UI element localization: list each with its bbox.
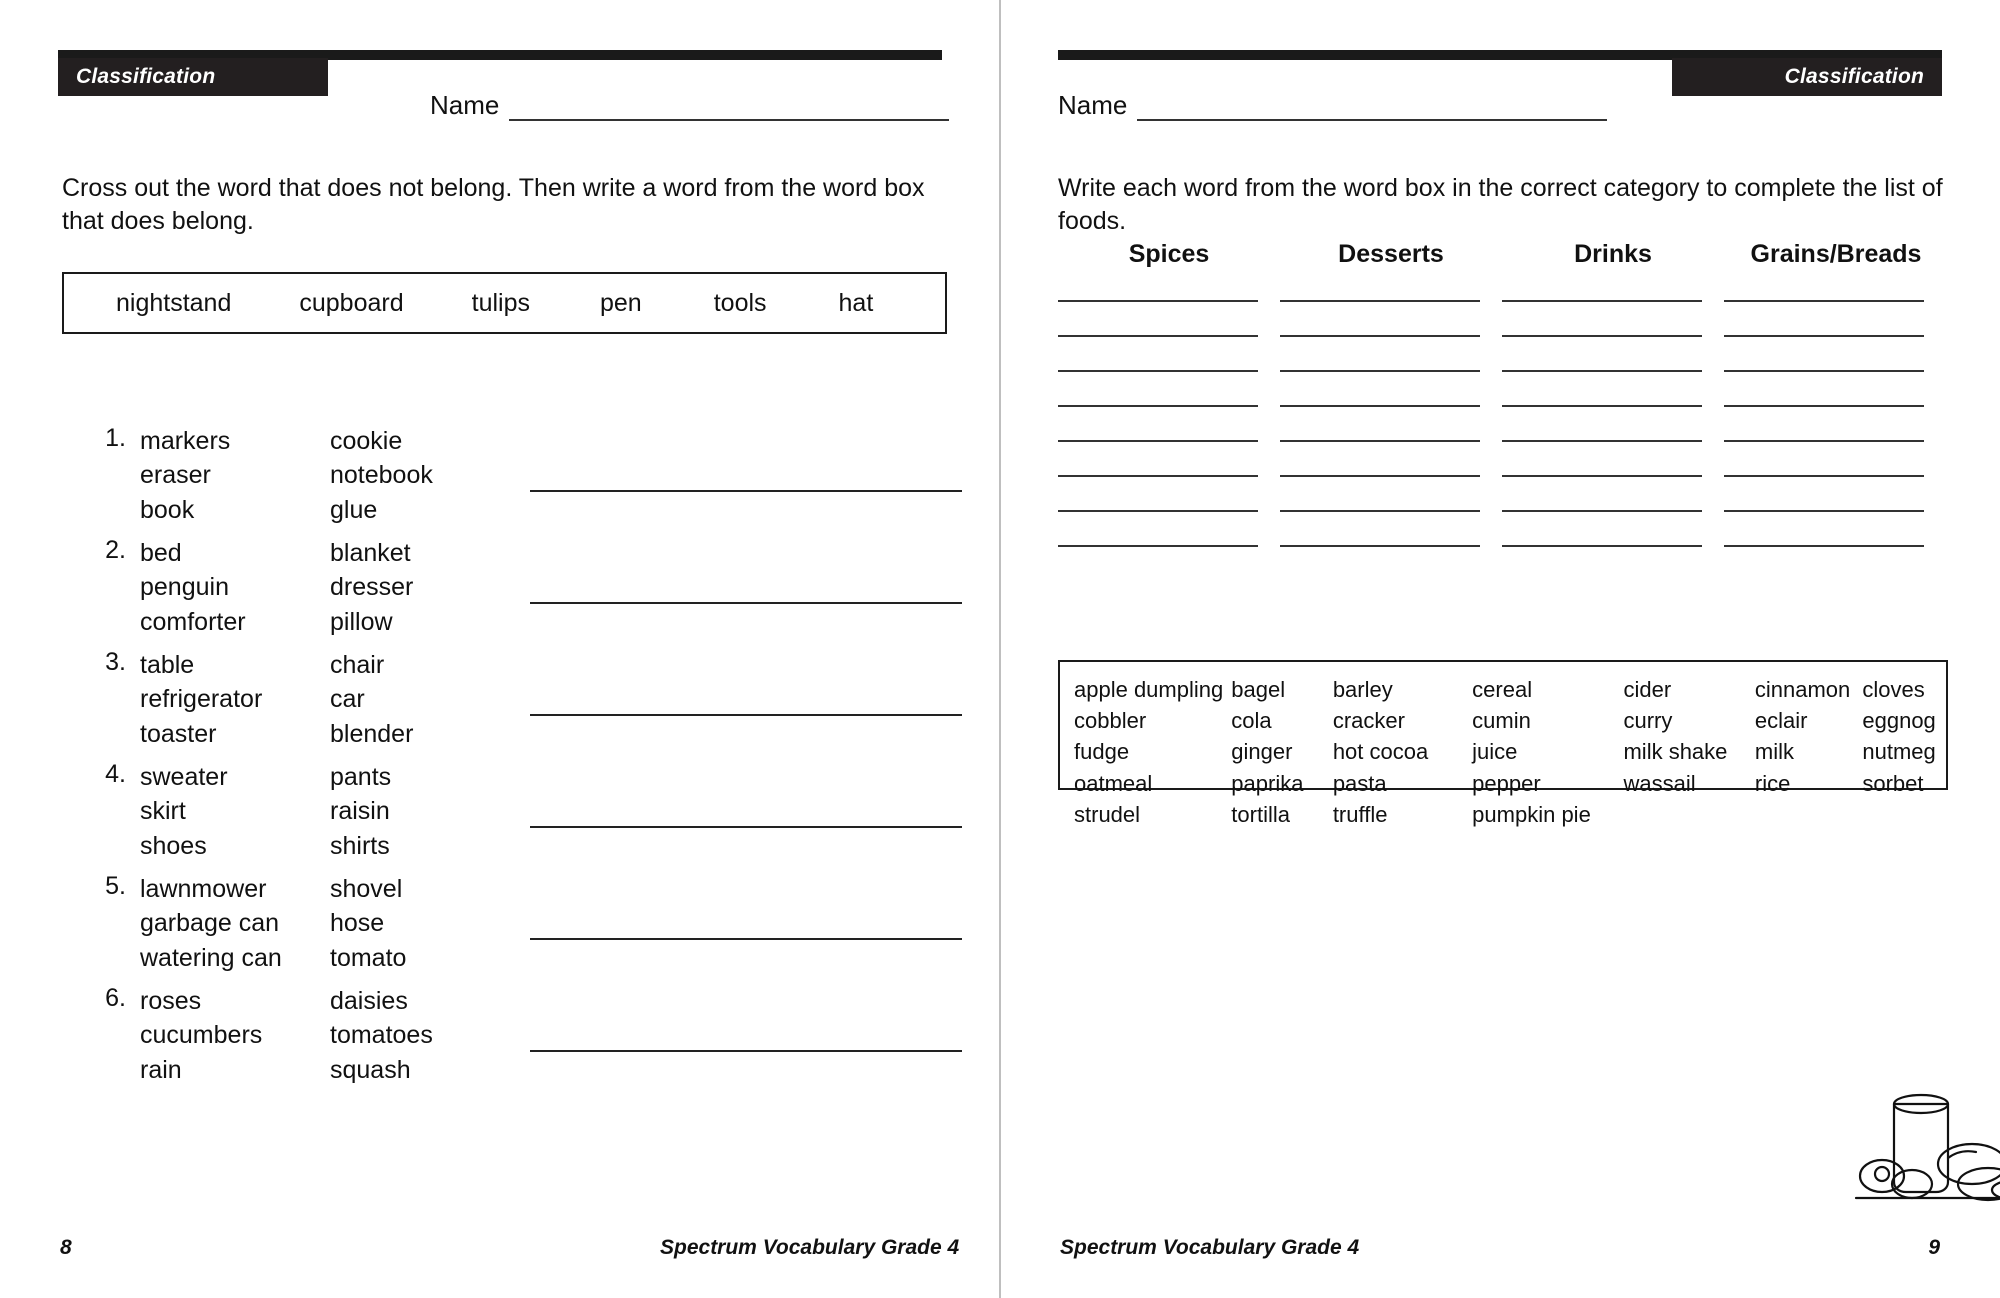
word-box-word: apple dumpling bbox=[1074, 677, 1224, 702]
category-header-desserts: Desserts bbox=[1338, 240, 1444, 268]
choice-word[interactable]: chair bbox=[330, 651, 385, 679]
word-box-word: fudge bbox=[1074, 739, 1130, 765]
answer-line[interactable] bbox=[1502, 300, 1702, 302]
answer-line[interactable] bbox=[1502, 545, 1702, 547]
word-box-word: hat bbox=[838, 288, 874, 317]
right-header-tab-label: Classification bbox=[1784, 65, 1924, 88]
word-box-word: cumin bbox=[1472, 708, 1531, 734]
choice-word[interactable]: watering can bbox=[140, 943, 282, 972]
answer-line[interactable] bbox=[1724, 370, 1924, 372]
food-illustration bbox=[1820, 760, 2000, 1230]
item-column-a bbox=[140, 424, 330, 527]
choice-word[interactable]: table bbox=[140, 651, 195, 679]
answer-line[interactable] bbox=[1724, 335, 1924, 337]
word-box-column bbox=[1754, 674, 1863, 796]
answer-line[interactable] bbox=[1058, 510, 1258, 512]
answer-line[interactable] bbox=[530, 490, 962, 492]
exercise-item bbox=[88, 760, 968, 872]
answer-line[interactable] bbox=[1724, 300, 1924, 302]
right-header-tab bbox=[1672, 58, 1942, 96]
word-box-word: bagel bbox=[1231, 677, 1286, 702]
left-header-tab bbox=[58, 58, 328, 96]
left-word-box bbox=[62, 272, 947, 334]
answer-column-spices bbox=[1058, 300, 1280, 580]
answer-line[interactable] bbox=[1058, 475, 1258, 477]
answer-line[interactable] bbox=[1502, 475, 1702, 477]
choice-word[interactable]: squash bbox=[330, 1055, 411, 1084]
word-box-word: tortilla bbox=[1231, 801, 1290, 827]
item-column-b bbox=[330, 536, 520, 639]
choice-word[interactable]: blanket bbox=[330, 539, 411, 567]
answer-line[interactable] bbox=[530, 714, 962, 716]
choice-word[interactable]: hose bbox=[330, 909, 385, 938]
item-column-b bbox=[330, 760, 520, 863]
word-box-word: strudel bbox=[1074, 801, 1141, 827]
left-instructions: Cross out the word that does not belong. Then write a word from the word box that does belong. bbox=[62, 174, 925, 235]
answer-line[interactable] bbox=[1502, 370, 1702, 372]
exercise-item bbox=[88, 536, 968, 648]
exercise-item bbox=[88, 648, 968, 760]
choice-word[interactable]: roses bbox=[140, 987, 202, 1015]
choice-word[interactable]: eraser bbox=[140, 461, 211, 490]
exercise-item bbox=[88, 872, 968, 984]
answer-line[interactable] bbox=[530, 1050, 962, 1052]
item-column-a bbox=[140, 536, 330, 639]
choice-word[interactable]: notebook bbox=[330, 461, 433, 490]
answer-line[interactable] bbox=[1058, 335, 1258, 337]
item-number: 4. bbox=[105, 760, 126, 788]
word-box-word: eclair bbox=[1754, 708, 1808, 734]
answer-line[interactable] bbox=[1280, 370, 1480, 372]
answer-line[interactable] bbox=[530, 826, 962, 828]
answer-line[interactable] bbox=[1502, 440, 1702, 442]
choice-word[interactable]: sweater bbox=[140, 763, 228, 791]
right-name-row bbox=[1058, 90, 1638, 121]
answer-line[interactable] bbox=[1502, 335, 1702, 337]
word-box-word: wassail bbox=[1623, 770, 1696, 796]
word-box-word: cereal bbox=[1472, 677, 1533, 702]
left-header-tab-label: Classification bbox=[76, 65, 216, 88]
answer-line[interactable] bbox=[1724, 510, 1924, 512]
answer-line[interactable] bbox=[1280, 440, 1480, 442]
exercise-list bbox=[88, 424, 968, 1096]
category-header-spices: Spices bbox=[1128, 240, 1210, 268]
word-box-word: cracker bbox=[1332, 708, 1405, 734]
food-cup bbox=[1894, 1095, 1948, 1192]
answer-line[interactable] bbox=[530, 602, 962, 604]
choice-word[interactable]: shirts bbox=[330, 831, 390, 860]
word-box-column bbox=[1060, 674, 1231, 827]
answer-line[interactable] bbox=[1502, 405, 1702, 407]
word-box-word: barley bbox=[1332, 677, 1393, 702]
item-column-b bbox=[330, 424, 520, 527]
choice-word[interactable]: daisies bbox=[330, 987, 408, 1015]
choice-word[interactable]: rain bbox=[140, 1055, 182, 1084]
word-box-word: pen bbox=[600, 288, 642, 317]
left-name-label: Name bbox=[430, 90, 500, 120]
answer-line[interactable] bbox=[1280, 545, 1480, 547]
word-box-word: cloves bbox=[1862, 677, 1925, 702]
word-box-column bbox=[1332, 674, 1472, 827]
choice-word[interactable]: garbage can bbox=[140, 909, 280, 938]
choice-word[interactable]: penguin bbox=[140, 573, 229, 602]
answer-line[interactable] bbox=[1058, 405, 1258, 407]
word-box-word: pasta bbox=[1332, 770, 1387, 796]
word-box-column bbox=[1862, 674, 1946, 796]
item-number: 5. bbox=[105, 872, 126, 900]
word-box-word: cola bbox=[1231, 708, 1272, 734]
word-box-word: juice bbox=[1472, 739, 1518, 765]
word-box-word: milk bbox=[1754, 739, 1794, 765]
choice-word[interactable]: bed bbox=[140, 539, 182, 567]
answer-line[interactable] bbox=[1280, 335, 1480, 337]
choice-word[interactable]: refrigerator bbox=[140, 685, 263, 714]
word-box-word: eggnog bbox=[1862, 708, 1936, 734]
choice-word[interactable]: dresser bbox=[330, 573, 414, 602]
category-answer-grid bbox=[1058, 300, 1948, 580]
right-instructions: Write each word from the word box in the correct category to complete the list of foods. bbox=[1058, 174, 1943, 235]
word-box-word: truffle bbox=[1332, 801, 1388, 827]
item-number: 1. bbox=[105, 424, 126, 452]
word-box-word: cider bbox=[1623, 677, 1672, 702]
word-box-word: rice bbox=[1754, 770, 1791, 796]
category-header-grains-breads: Grains/Breads bbox=[1750, 240, 1922, 268]
left-footer-title: Spectrum Vocabulary Grade 4 bbox=[660, 1236, 960, 1259]
answer-line[interactable] bbox=[1280, 405, 1480, 407]
item-number: 2. bbox=[105, 536, 126, 564]
category-headers bbox=[1058, 240, 1948, 269]
answer-line[interactable] bbox=[1058, 545, 1258, 547]
choice-word[interactable]: cucumbers bbox=[140, 1021, 263, 1050]
answer-line[interactable] bbox=[1502, 510, 1702, 512]
answer-line[interactable] bbox=[1058, 370, 1258, 372]
item-column-b bbox=[330, 872, 520, 975]
word-box-word: cupboard bbox=[299, 288, 404, 317]
word-box-word: nightstand bbox=[116, 288, 232, 317]
answer-line[interactable] bbox=[1724, 545, 1924, 547]
word-box-column bbox=[1231, 674, 1333, 827]
choice-word[interactable]: comforter bbox=[140, 607, 246, 636]
word-box-word: paprika bbox=[1231, 770, 1304, 796]
choice-word[interactable]: blender bbox=[330, 719, 414, 748]
left-name-input[interactable] bbox=[509, 95, 949, 121]
right-word-box bbox=[1058, 660, 1948, 827]
choice-word[interactable]: shovel bbox=[330, 875, 403, 903]
answer-line[interactable] bbox=[1724, 405, 1924, 407]
item-column-a bbox=[140, 984, 330, 1087]
right-page-number: 9 bbox=[1928, 1236, 1940, 1259]
item-number: 3. bbox=[105, 648, 126, 676]
answer-line[interactable] bbox=[1724, 475, 1924, 477]
choice-word[interactable]: skirt bbox=[140, 797, 186, 826]
category-header-drinks: Drinks bbox=[1574, 240, 1652, 268]
word-box-word: tulips bbox=[471, 288, 530, 317]
choice-word[interactable]: toaster bbox=[140, 719, 217, 748]
choice-word[interactable]: shoes bbox=[140, 831, 207, 860]
answer-line[interactable] bbox=[1280, 300, 1480, 302]
item-column-a bbox=[140, 648, 330, 751]
answer-line[interactable] bbox=[1724, 440, 1924, 442]
right-name-label: Name bbox=[1058, 90, 1128, 120]
word-box-word: pepper bbox=[1472, 770, 1541, 796]
choice-word[interactable]: glue bbox=[330, 495, 378, 524]
item-number: 6. bbox=[105, 984, 126, 1012]
word-box-word: oatmeal bbox=[1074, 770, 1153, 796]
left-page-number: 8 bbox=[60, 1236, 72, 1259]
choice-word[interactable]: book bbox=[140, 495, 195, 524]
exercise-item bbox=[88, 424, 968, 536]
item-column-b bbox=[330, 984, 520, 1087]
choice-word[interactable]: markers bbox=[140, 427, 231, 455]
answer-column-grains-breads bbox=[1724, 300, 1948, 580]
left-name-row bbox=[430, 90, 950, 121]
word-box-word: tools bbox=[713, 288, 767, 317]
item-column-a bbox=[140, 760, 330, 863]
exercise-item bbox=[88, 984, 968, 1096]
choice-word[interactable]: car bbox=[330, 685, 365, 714]
choice-word[interactable]: tomatoes bbox=[330, 1021, 433, 1050]
word-box-word: sorbet bbox=[1862, 770, 1924, 796]
answer-column-desserts bbox=[1280, 300, 1502, 580]
right-footer-title: Spectrum Vocabulary Grade 4 bbox=[1060, 1236, 1360, 1259]
answer-line[interactable] bbox=[1058, 300, 1258, 302]
answer-line[interactable] bbox=[1280, 475, 1480, 477]
right-page bbox=[1000, 0, 2000, 1298]
word-box-column bbox=[1472, 674, 1623, 827]
right-name-input[interactable] bbox=[1137, 95, 1607, 121]
word-box-word: pumpkin pie bbox=[1472, 801, 1591, 827]
word-box-word: hot cocoa bbox=[1332, 739, 1429, 765]
answer-line[interactable] bbox=[1280, 510, 1480, 512]
word-box-column bbox=[1623, 674, 1754, 796]
answer-line[interactable] bbox=[530, 938, 962, 940]
word-box-word: ginger bbox=[1231, 739, 1293, 765]
choice-word[interactable]: cookie bbox=[330, 427, 403, 455]
word-box-word: cobbler bbox=[1074, 708, 1147, 734]
choice-word[interactable]: pillow bbox=[330, 607, 393, 636]
answer-line[interactable] bbox=[1058, 440, 1258, 442]
choice-word[interactable]: pants bbox=[330, 763, 392, 791]
word-box-word: nutmeg bbox=[1862, 739, 1936, 765]
answer-column-drinks bbox=[1502, 300, 1724, 580]
choice-word[interactable]: raisin bbox=[330, 797, 390, 826]
choice-word[interactable]: lawnmower bbox=[140, 875, 267, 903]
item-column-a bbox=[140, 872, 330, 975]
word-box-word: cinnamon bbox=[1754, 677, 1851, 702]
item-column-b bbox=[330, 648, 520, 751]
choice-word[interactable]: tomato bbox=[330, 943, 407, 972]
word-box-word: milk shake bbox=[1623, 739, 1728, 765]
word-box-word: curry bbox=[1623, 708, 1673, 734]
